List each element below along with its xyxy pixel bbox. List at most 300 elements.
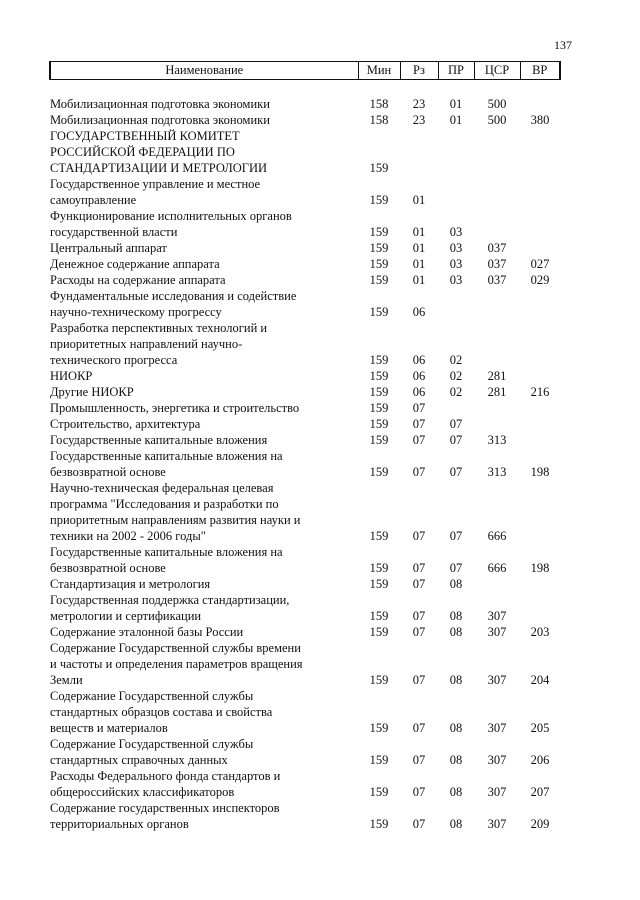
- header-name: Наименование: [50, 62, 358, 80]
- row-pr: [438, 128, 474, 144]
- row-rz: 07: [412, 785, 426, 799]
- row-name: Мобилизационная подготовка экономики: [50, 113, 270, 127]
- row-vr: [520, 336, 560, 352]
- row-csr: [474, 160, 520, 176]
- table-row: [50, 224, 560, 240]
- row-min: [358, 480, 400, 496]
- row-rz: [400, 208, 438, 224]
- row-vr: 216: [530, 385, 550, 399]
- row-rz: [400, 640, 438, 656]
- row-vr: [520, 800, 560, 816]
- row-min: 159: [369, 561, 389, 575]
- row-vr: [520, 496, 560, 512]
- row-min: 159: [369, 609, 389, 623]
- row-csr: [474, 576, 520, 592]
- row-rz: [400, 656, 438, 672]
- row-vr: [520, 96, 560, 112]
- row-min: [358, 736, 400, 752]
- row-pr: [438, 480, 474, 496]
- row-csr: [474, 416, 520, 432]
- table-row: [50, 96, 560, 112]
- row-vr: [520, 176, 560, 192]
- row-name: Содержание Государственной службы: [50, 737, 254, 751]
- row-name: Разработка перспективных технологий и: [50, 321, 268, 335]
- row-min: 159: [369, 353, 389, 367]
- row-vr: [520, 240, 560, 256]
- row-pr: [438, 192, 474, 208]
- row-csr: [474, 320, 520, 336]
- row-min: [358, 176, 400, 192]
- table-row: [50, 512, 560, 528]
- row-name: приоритетным направлениям развития науки и: [50, 513, 301, 527]
- table-row: [50, 800, 560, 816]
- row-pr: [438, 704, 474, 720]
- header-vr: ВР: [520, 62, 560, 80]
- row-pr: [438, 160, 474, 176]
- row-name: Научно-техническая федеральная целевая: [50, 481, 274, 495]
- table-row: [50, 640, 560, 656]
- row-name: территориальных органов: [50, 817, 189, 831]
- row-rz: 06: [412, 369, 426, 383]
- row-csr: [474, 176, 520, 192]
- row-pr: 08: [449, 625, 463, 639]
- row-name: самоуправление: [50, 193, 137, 207]
- row-vr: [520, 640, 560, 656]
- row-csr: 307: [487, 817, 507, 831]
- row-csr: 307: [487, 785, 507, 799]
- row-min: 159: [369, 417, 389, 431]
- row-csr: 500: [487, 97, 507, 111]
- row-csr: 037: [487, 273, 507, 287]
- row-csr: 313: [487, 465, 507, 479]
- row-rz: 07: [412, 753, 426, 767]
- table-row: [50, 400, 560, 416]
- row-pr: 07: [449, 465, 463, 479]
- row-vr: [520, 208, 560, 224]
- row-name: Содержание Государственной службы: [50, 689, 254, 703]
- row-min: [358, 656, 400, 672]
- table-row: [50, 240, 560, 256]
- row-pr: 02: [449, 369, 463, 383]
- row-name: РОССИЙСКОЙ ФЕДЕРАЦИИ ПО: [50, 145, 235, 159]
- table-row: [50, 384, 560, 400]
- row-csr: 307: [487, 753, 507, 767]
- row-rz: [400, 320, 438, 336]
- row-csr: [474, 352, 520, 368]
- row-name: Государственное управление и местное: [50, 177, 261, 191]
- row-pr: [438, 400, 474, 416]
- row-pr: 08: [449, 609, 463, 623]
- row-pr: 07: [449, 417, 463, 431]
- row-min: 159: [369, 577, 389, 591]
- row-vr: [520, 160, 560, 176]
- row-csr: 281: [487, 385, 507, 399]
- row-csr: 666: [487, 529, 507, 543]
- row-min: 159: [369, 753, 389, 767]
- row-vr: [520, 416, 560, 432]
- page-number: 137: [554, 38, 572, 52]
- row-name: Другие НИОКР: [50, 385, 134, 399]
- row-rz: [400, 512, 438, 528]
- row-name: Земли: [50, 673, 83, 687]
- table-row: [50, 176, 560, 192]
- row-rz: 07: [412, 401, 426, 415]
- row-csr: [474, 336, 520, 352]
- table-row: [50, 208, 560, 224]
- row-csr: [474, 224, 520, 240]
- row-name: Фундаментальные исследования и содействие: [50, 289, 297, 303]
- table-row: [50, 416, 560, 432]
- row-min: [358, 640, 400, 656]
- row-csr: [474, 688, 520, 704]
- row-vr: 209: [530, 817, 550, 831]
- row-pr: 08: [449, 721, 463, 735]
- row-rz: [400, 544, 438, 560]
- row-pr: 01: [449, 113, 463, 127]
- row-vr: [520, 144, 560, 160]
- row-rz: [400, 704, 438, 720]
- row-rz: [400, 736, 438, 752]
- table-row: [50, 480, 560, 496]
- row-name: веществ и материалов: [50, 721, 168, 735]
- row-pr: 07: [449, 529, 463, 543]
- row-name: Функционирование исполнительных органов: [50, 209, 292, 223]
- row-min: 159: [369, 305, 389, 319]
- row-vr: [520, 576, 560, 592]
- row-vr: [520, 480, 560, 496]
- row-min: 159: [369, 161, 389, 175]
- row-pr: 02: [449, 353, 463, 367]
- row-rz: 07: [412, 529, 426, 543]
- row-rz: 07: [412, 609, 426, 623]
- row-name: безвозвратной основе: [50, 465, 166, 479]
- row-min: [358, 768, 400, 784]
- row-pr: [438, 320, 474, 336]
- row-pr: [438, 448, 474, 464]
- row-csr: [474, 400, 520, 416]
- row-vr: [520, 320, 560, 336]
- row-vr: [520, 304, 560, 320]
- row-min: 159: [369, 193, 389, 207]
- row-min: [358, 208, 400, 224]
- row-name: стандартных справочных данных: [50, 753, 228, 767]
- table-row: [50, 544, 560, 560]
- row-csr: 307: [487, 609, 507, 623]
- row-pr: 08: [449, 817, 463, 831]
- row-name: Содержание государственных инспекторов: [50, 801, 280, 815]
- row-name: Расходы на содержание аппарата: [50, 273, 226, 287]
- row-min: 158: [369, 97, 389, 111]
- row-rz: [400, 176, 438, 192]
- row-pr: 08: [449, 753, 463, 767]
- row-csr: 307: [487, 673, 507, 687]
- row-csr: [474, 192, 520, 208]
- row-csr: [474, 144, 520, 160]
- row-min: [358, 128, 400, 144]
- row-csr: [474, 704, 520, 720]
- row-csr: [474, 288, 520, 304]
- row-vr: [520, 528, 560, 544]
- row-csr: [474, 544, 520, 560]
- row-rz: 06: [412, 385, 426, 399]
- row-min: 159: [369, 465, 389, 479]
- row-pr: [438, 592, 474, 608]
- row-min: 159: [369, 673, 389, 687]
- row-rz: 01: [412, 257, 426, 271]
- row-rz: 07: [412, 465, 426, 479]
- row-vr: [520, 432, 560, 448]
- table-row: [50, 464, 560, 480]
- row-vr: 206: [530, 753, 550, 767]
- row-pr: 01: [449, 97, 463, 111]
- row-csr: [474, 800, 520, 816]
- table-row: [50, 752, 560, 768]
- table-row: [50, 448, 560, 464]
- row-pr: [438, 688, 474, 704]
- row-csr: [474, 512, 520, 528]
- spacer-row: [50, 80, 560, 97]
- row-pr: [438, 208, 474, 224]
- row-rz: [400, 128, 438, 144]
- row-csr: 666: [487, 561, 507, 575]
- row-vr: [520, 592, 560, 608]
- row-rz: [400, 800, 438, 816]
- row-csr: 307: [487, 625, 507, 639]
- row-rz: 07: [412, 433, 426, 447]
- row-vr: 198: [530, 465, 550, 479]
- row-pr: [438, 496, 474, 512]
- row-min: 159: [369, 785, 389, 799]
- row-pr: [438, 336, 474, 352]
- row-csr: [474, 496, 520, 512]
- row-name: Промышленность, энергетика и строительство: [50, 401, 300, 415]
- row-pr: [438, 512, 474, 528]
- row-name: Государственные капитальные вложения на: [50, 449, 283, 463]
- row-csr: [474, 656, 520, 672]
- row-vr: [520, 656, 560, 672]
- row-csr: 500: [487, 113, 507, 127]
- row-csr: [474, 304, 520, 320]
- row-pr: [438, 800, 474, 816]
- row-vr: 027: [530, 257, 550, 271]
- row-name: НИОКР: [50, 369, 93, 383]
- row-min: 159: [369, 817, 389, 831]
- row-rz: [400, 160, 438, 176]
- table-row: [50, 368, 560, 384]
- row-vr: [520, 544, 560, 560]
- row-rz: 07: [412, 625, 426, 639]
- row-min: [358, 448, 400, 464]
- row-vr: [520, 224, 560, 240]
- row-pr: 07: [449, 561, 463, 575]
- row-rz: [400, 336, 438, 352]
- row-name: Содержание Государственной службы времени: [50, 641, 301, 655]
- row-pr: [438, 144, 474, 160]
- table-row: [50, 320, 560, 336]
- row-name: Государственные капитальные вложения на: [50, 545, 283, 559]
- table-row: [50, 272, 560, 288]
- table-row: [50, 768, 560, 784]
- table-row: [50, 304, 560, 320]
- table-row: [50, 528, 560, 544]
- row-vr: 205: [530, 721, 550, 735]
- row-min: 159: [369, 257, 389, 271]
- row-rz: [400, 592, 438, 608]
- row-pr: [438, 736, 474, 752]
- row-vr: [520, 448, 560, 464]
- row-min: [358, 544, 400, 560]
- row-pr: 07: [449, 433, 463, 447]
- row-name: и частоты и определения параметров вращения: [50, 657, 303, 671]
- table-row: [50, 160, 560, 176]
- row-csr: 037: [487, 241, 507, 255]
- table-row: [50, 112, 560, 128]
- row-vr: [520, 768, 560, 784]
- row-rz: 23: [412, 97, 426, 111]
- row-pr: [438, 304, 474, 320]
- table-header-row: [50, 62, 560, 80]
- row-pr: [438, 544, 474, 560]
- row-min: [358, 688, 400, 704]
- header-csr: ЦСР: [474, 62, 520, 80]
- row-vr: [520, 192, 560, 208]
- row-vr: [520, 704, 560, 720]
- row-pr: [438, 656, 474, 672]
- table-row: [50, 592, 560, 608]
- row-name: метрологии и сертификации: [50, 609, 202, 623]
- row-rz: [400, 448, 438, 464]
- row-rz: 07: [412, 561, 426, 575]
- row-csr: 307: [487, 721, 507, 735]
- table-row: [50, 560, 560, 576]
- row-min: [358, 512, 400, 528]
- row-pr: 03: [449, 257, 463, 271]
- row-rz: 01: [412, 225, 426, 239]
- row-csr: [474, 640, 520, 656]
- table-row: [50, 608, 560, 624]
- row-min: 159: [369, 433, 389, 447]
- row-csr: 037: [487, 257, 507, 271]
- row-name: Стандартизация и метрология: [50, 577, 211, 591]
- row-name: безвозвратной основе: [50, 561, 166, 575]
- row-vr: [520, 736, 560, 752]
- row-vr: 029: [530, 273, 550, 287]
- table-row: [50, 704, 560, 720]
- row-min: 159: [369, 369, 389, 383]
- row-rz: 01: [412, 193, 426, 207]
- row-min: 159: [369, 241, 389, 255]
- row-min: [358, 288, 400, 304]
- row-rz: 07: [412, 721, 426, 735]
- row-name: Государственная поддержка стандартизации,: [50, 593, 290, 607]
- row-name: Государственные капитальные вложения: [50, 433, 268, 447]
- table-row: [50, 192, 560, 208]
- row-name: Строительство, архитектура: [50, 417, 201, 431]
- row-min: 159: [369, 401, 389, 415]
- row-min: [358, 144, 400, 160]
- table-row: [50, 672, 560, 688]
- row-vr: 203: [530, 625, 550, 639]
- row-vr: [520, 400, 560, 416]
- row-name: Мобилизационная подготовка экономики: [50, 97, 270, 111]
- row-min: 159: [369, 529, 389, 543]
- row-csr: [474, 480, 520, 496]
- row-pr: [438, 176, 474, 192]
- row-rz: [400, 480, 438, 496]
- header-rz: Рз: [400, 62, 438, 80]
- row-name: программа "Исследования и разработки по: [50, 497, 279, 511]
- row-name: государственной власти: [50, 225, 178, 239]
- row-pr: 08: [449, 785, 463, 799]
- table-row: [50, 336, 560, 352]
- header-min: Мин: [358, 62, 400, 80]
- row-name: научно-техническому прогрессу: [50, 305, 222, 319]
- row-rz: 07: [412, 817, 426, 831]
- row-csr: 313: [487, 433, 507, 447]
- row-rz: [400, 688, 438, 704]
- table-row: [50, 736, 560, 752]
- header-pr: ПР: [438, 62, 474, 80]
- row-rz: 06: [412, 353, 426, 367]
- row-name: Расходы Федерального фонда стандартов и: [50, 769, 281, 783]
- table-row: [50, 576, 560, 592]
- row-name: СТАНДАРТИЗАЦИИ И МЕТРОЛОГИИ: [50, 161, 268, 175]
- row-name: техники на 2002 - 2006 годы": [50, 529, 206, 543]
- row-pr: 03: [449, 241, 463, 255]
- budget-table: [49, 61, 561, 832]
- row-name: Денежное содержание аппарата: [50, 257, 220, 271]
- row-pr: 08: [449, 577, 463, 591]
- row-vr: [520, 368, 560, 384]
- row-rz: 07: [412, 577, 426, 591]
- row-pr: [438, 640, 474, 656]
- row-rz: 01: [412, 273, 426, 287]
- row-rz: [400, 144, 438, 160]
- row-rz: 07: [412, 417, 426, 431]
- row-pr: 02: [449, 385, 463, 399]
- row-rz: [400, 496, 438, 512]
- row-vr: 380: [530, 113, 550, 127]
- row-vr: 207: [530, 785, 550, 799]
- row-vr: 198: [530, 561, 550, 575]
- table-row: [50, 816, 560, 832]
- row-vr: [520, 512, 560, 528]
- table-row: [50, 624, 560, 640]
- row-csr: [474, 592, 520, 608]
- row-min: 159: [369, 385, 389, 399]
- row-vr: [520, 128, 560, 144]
- row-vr: 204: [530, 673, 550, 687]
- row-rz: 07: [412, 673, 426, 687]
- table-row: [50, 352, 560, 368]
- table-row: [50, 432, 560, 448]
- row-pr: 03: [449, 273, 463, 287]
- row-rz: 01: [412, 241, 426, 255]
- table-row: [50, 784, 560, 800]
- row-pr: 08: [449, 673, 463, 687]
- row-rz: [400, 288, 438, 304]
- row-rz: [400, 768, 438, 784]
- row-csr: [474, 208, 520, 224]
- row-pr: [438, 288, 474, 304]
- row-csr: [474, 128, 520, 144]
- row-name: Центральный аппарат: [50, 241, 167, 255]
- row-rz: 06: [412, 305, 426, 319]
- row-vr: [520, 288, 560, 304]
- table-row: [50, 656, 560, 672]
- row-csr: [474, 448, 520, 464]
- row-pr: [438, 768, 474, 784]
